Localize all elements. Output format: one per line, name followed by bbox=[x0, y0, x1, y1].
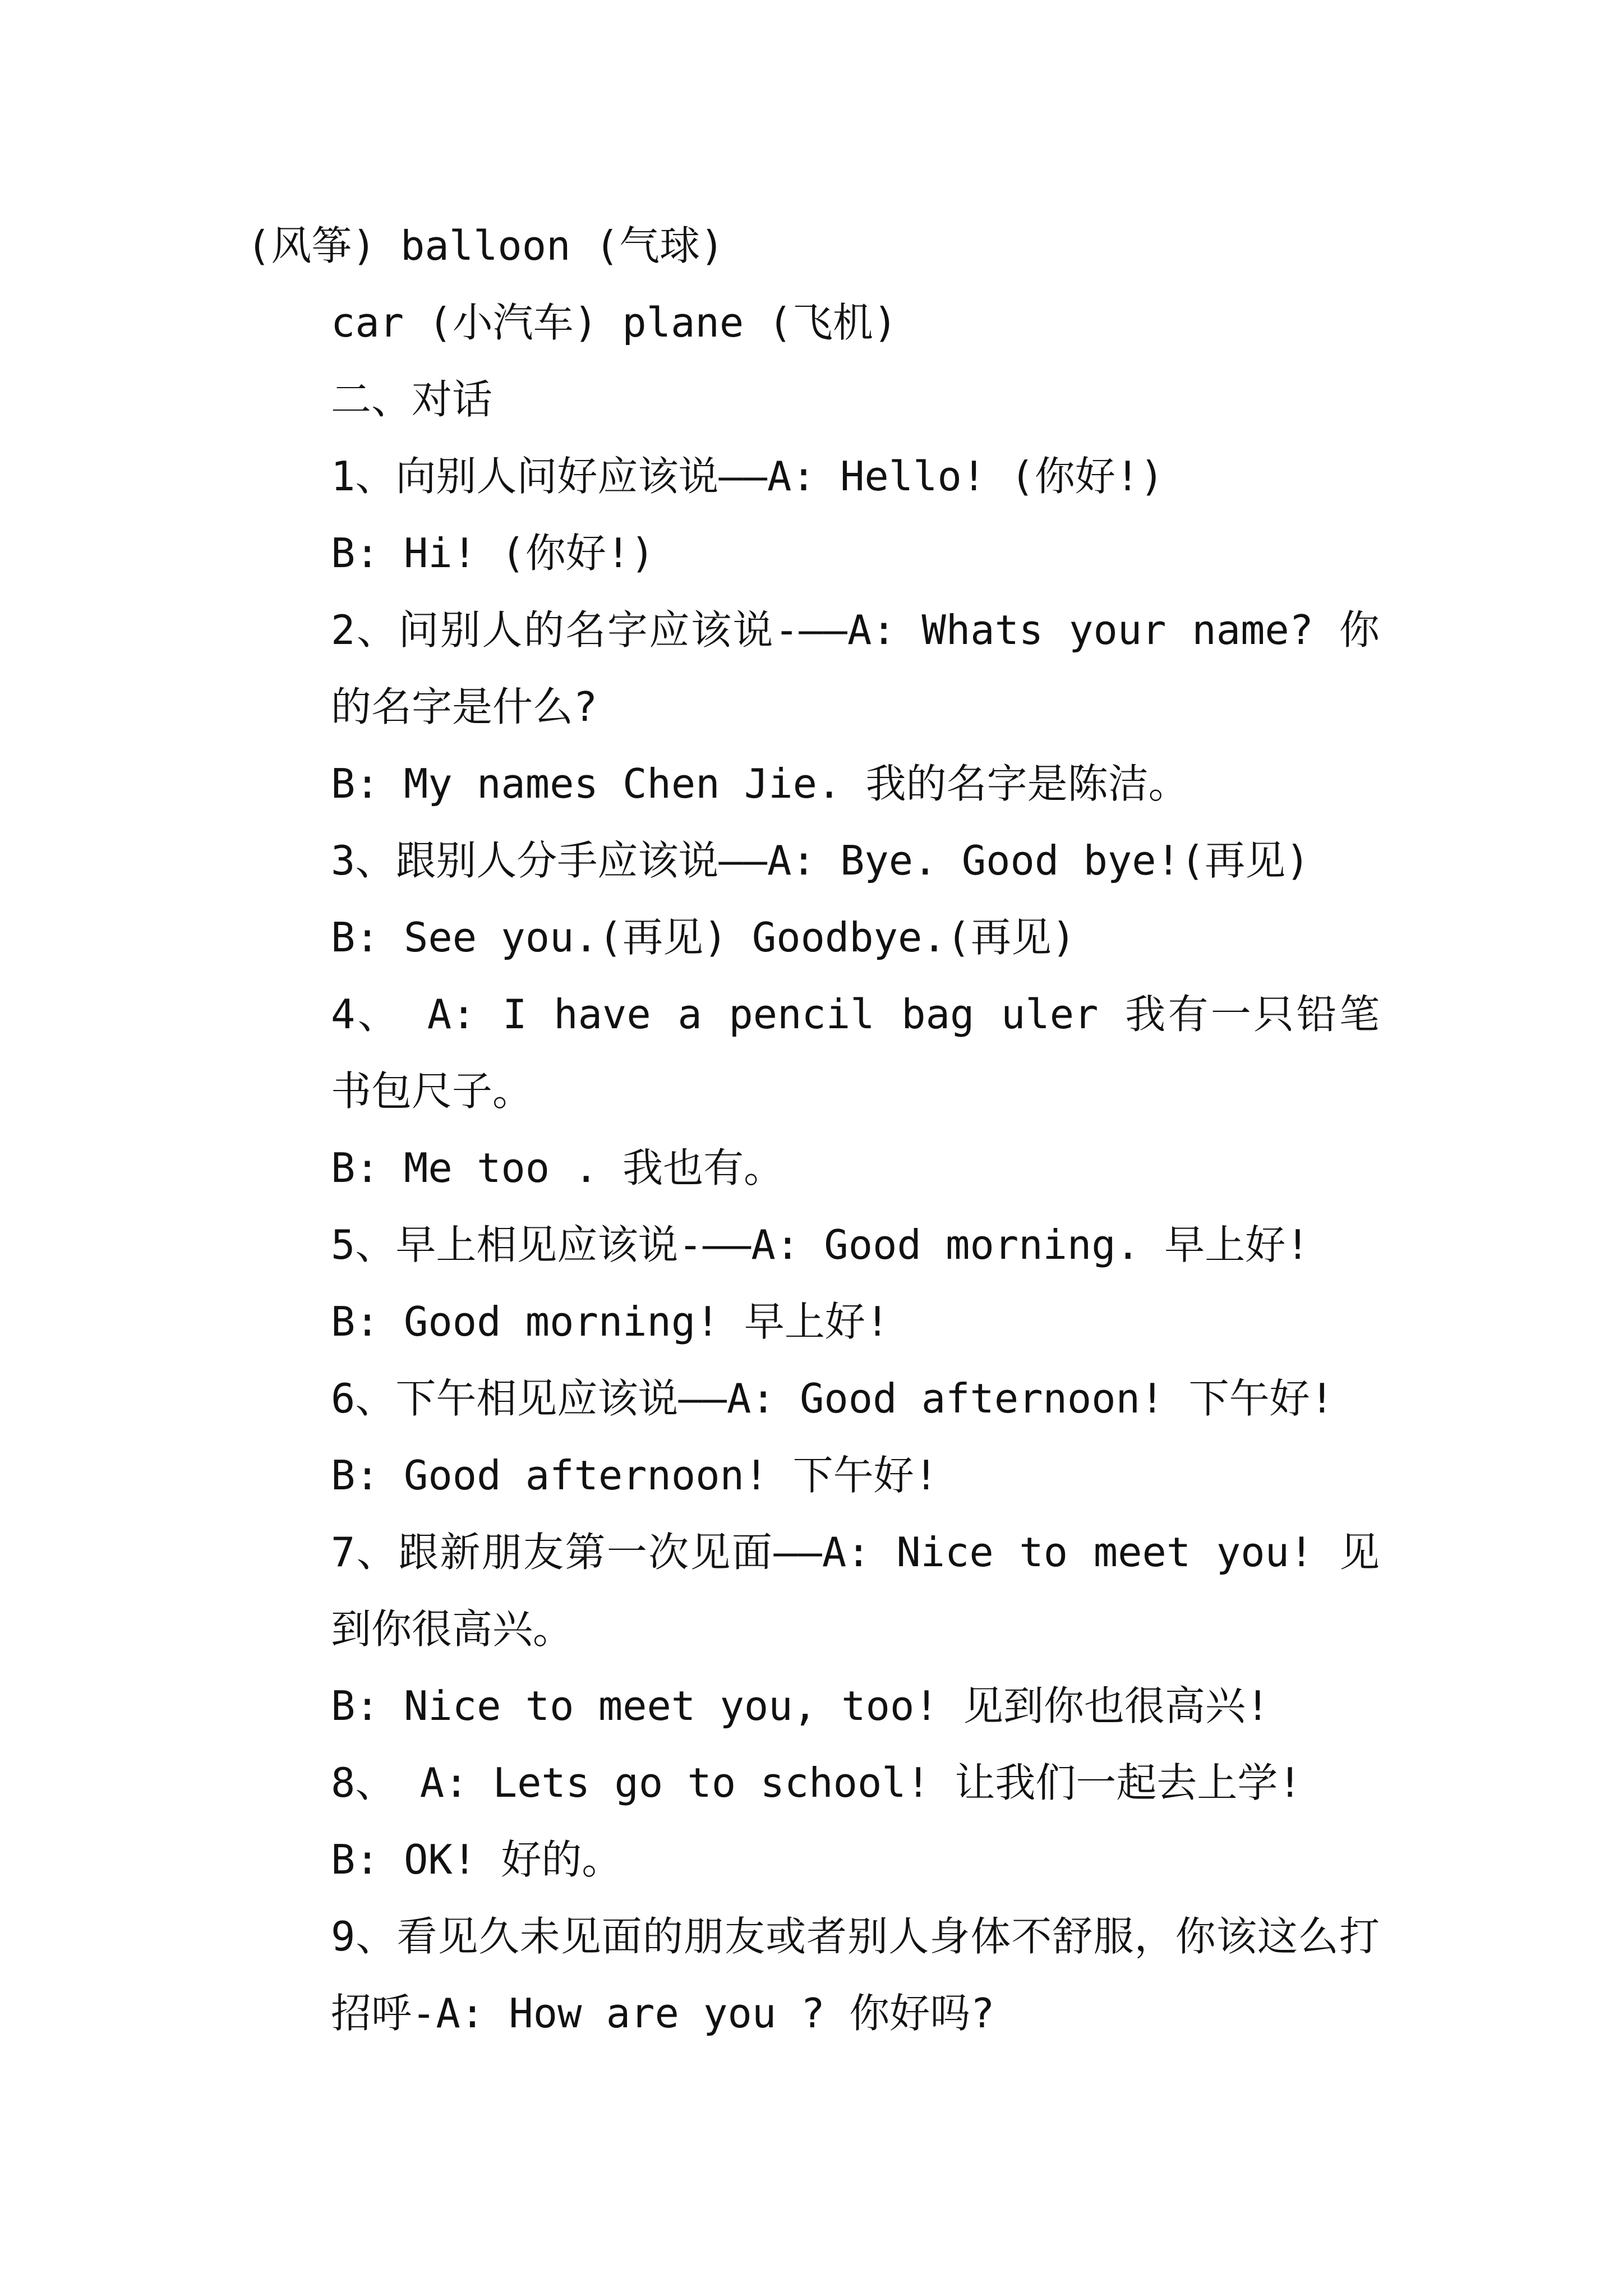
dialogue-3-a: 3、跟别人分手应该说——A: Bye. Good bye!(再见) bbox=[331, 837, 1310, 884]
dialogue-6-a: 6、下午相见应该说——A: Good afternoon! 下午好! bbox=[331, 1375, 1334, 1422]
dialogue-3-b: B: See you.(再见) Goodbye.(再见) bbox=[331, 914, 1076, 961]
dialogue-4-b: B: Me too . 我也有。 bbox=[331, 1144, 785, 1191]
dialogue-5-a: 5、早上相见应该说-——A: Good morning. 早上好! bbox=[331, 1221, 1310, 1268]
dialogue-9-a: 9、看见久未见面的朋友或者别人身体不舒服，你该这么打招呼-A: How are you ? 你好吗? bbox=[331, 1913, 1380, 2037]
dialogue-1-b: B: Hi! (你好!) bbox=[331, 530, 655, 577]
dialogue-4-a: 4、 A: I have a pencil bag uler 我有一只铅笔书包尺子。 bbox=[331, 991, 1380, 1115]
dialogue-8-b: B: OK! 好的。 bbox=[331, 1836, 623, 1883]
dialogue-7-b: B: Nice to meet you, too! 见到你也很高兴! bbox=[331, 1682, 1270, 1729]
dialogue-8-a: 8、 A: Lets go to school! 让我们一起去上学! bbox=[331, 1759, 1302, 1806]
dialogue-1-a: 1、向别人问好应该说——A: Hello! (你好!) bbox=[331, 453, 1164, 500]
section-heading-dialogue: 二、对话 bbox=[331, 376, 493, 423]
dialogue-2-b: B: My names Chen Jie. 我的名字是陈洁。 bbox=[331, 760, 1189, 807]
text-line-car-plane: car (小汽车) plane (飞机) bbox=[331, 299, 898, 346]
dialogue-2-a: 2、问别人的名字应该说-——A: Whats your name? 你的名字是什么? bbox=[331, 606, 1380, 730]
text-line-kite-balloon: (风筝) balloon (气球) bbox=[247, 222, 725, 269]
dialogue-5-b: B: Good morning! 早上好! bbox=[331, 1298, 890, 1345]
document-body bbox=[247, 208, 1380, 2052]
dialogue-7-a: 7、跟新朋友第一次见面——A: Nice to meet you! 见到你很高兴。 bbox=[331, 1529, 1380, 1653]
dialogue-6-b: B: Good afternoon! 下午好! bbox=[331, 1452, 938, 1499]
